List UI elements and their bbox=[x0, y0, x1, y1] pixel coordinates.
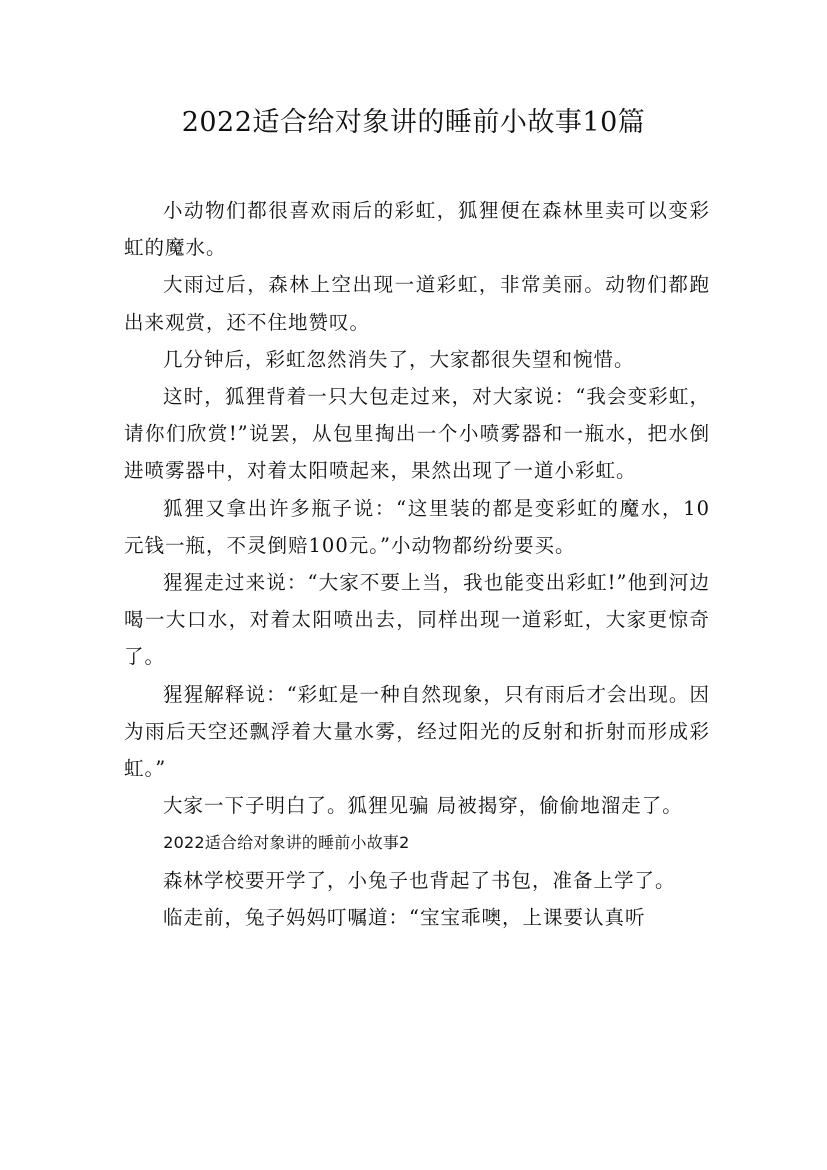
paragraph: 猩猩解释说：“彩虹是一种自然现象，只有雨后才会出现。因为雨后天空还飘浮着大量水雾，经过阳光的反射和折射而形成彩虹。” bbox=[124, 682, 710, 781]
paragraph: 小动物们都很喜欢雨后的彩虹，狐狸便在森林里卖可以变彩虹的魔水。 bbox=[124, 199, 710, 260]
paragraph: 大家一下子明白了。狐狸见骗 局被揭穿，偷偷地溜走了。 bbox=[163, 794, 683, 818]
paragraph: 临走前，兔子妈妈叮嘱道：“宝宝乖噢，上课要认真听 bbox=[163, 905, 646, 929]
document-body bbox=[124, 192, 710, 936]
paragraph: 大雨过后，森林上空出现一道彩虹，非常美丽。动物们都跑出来观赏，还不住地赞叹。 bbox=[124, 273, 710, 334]
paragraph: 森林学校要开学了，小兔子也背起了书包，准备上学了。 bbox=[163, 868, 676, 892]
story-subheading: 2022适合给对象讲的睡前小故事2 bbox=[163, 833, 410, 853]
paragraph: 这时，狐狸背着一只大包走过来，对大家说：“我会变彩虹，请你们欣赏!”说罢，从包里掏出一个小喷雾器和一瓶水，把水倒进喷雾器中，对着太阳喷起来，果然出现了一道小彩虹。 bbox=[124, 385, 710, 483]
document-title: 2022适合给对象讲的睡前小故事10篇 bbox=[181, 107, 646, 138]
paragraph: 几分钟后，彩虹忽然消失了，大家都很失望和惋惜。 bbox=[163, 347, 635, 371]
paragraph: 猩猩走过来说：“大家不要上当，我也能变出彩虹!”他到河边喝一大口水，对着太阳喷出去，同样出现一道彩虹，大家更惊奇了。 bbox=[124, 571, 710, 669]
paragraph: 狐狸又拿出许多瓶子说：“这里装的都是变彩虹的魔水，10元钱一瓶，不灵倒赔100元。”小动物都纷纷要买。 bbox=[124, 496, 710, 557]
